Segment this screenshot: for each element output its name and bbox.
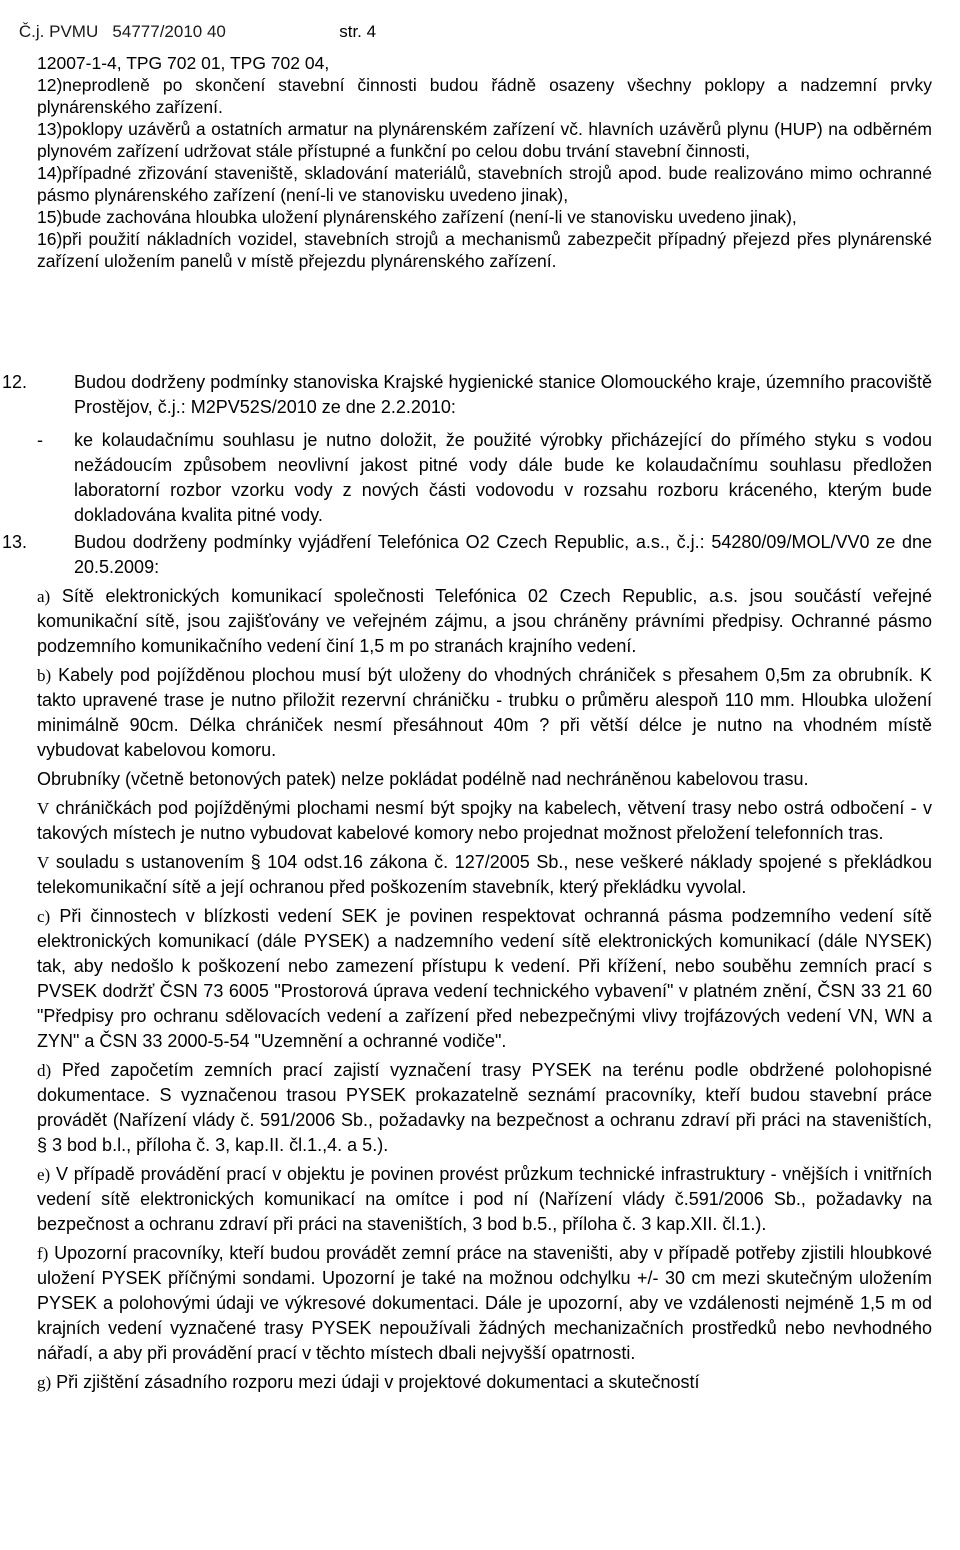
item-text: Budou dodrženy podmínky stanoviska Krajské hygienické stanice Olomouckého kraje, územního pracoviště Prostějov, č.j.: M2PV52S/2010 ze dne 2.2.2010: [74,372,932,417]
sub-item-d [37,1058,932,1158]
reference-number: Č.j. PVMU 54777/2010 40 [18,22,226,41]
sub-text: Při činnostech v blízkosti vedení SEK je povinen respektovat ochranná pásma podzemního vedení sítě elektronických komunikací (dále PYSEK) a nadzemního vedení sítě elektronických komunikací (dále NYSEK) tak, aby nedošlo k poškození nebo zamezení přístupu k vedení. Při křížení, nebo souběhu zemních prací s PVSEK dodržť ČSN 73 6005 "Prostorová úprava vedení technického vybavení" v platném znění, ČSN 33 21 60 "Předpisy pro ochranu sdělovacích vedení a zařízení před nebezpečnými vlivy trojfázových vedení VN, WN a ZYN" a ČSN 33 2000-5-54 "Uzemnění a ochranné vodiče". [37,906,932,1051]
paragraph: 13)poklopy uzávěrů a ostatních armatur na plynárenském zařízení vč. hlavních uzávěrů plynu (HUP) na odběrném plynovém zařízení udržovat stále přístupné a funkční po celou dobu trvání stavební činnosti, [37,119,932,161]
sub-letter: V [37,853,50,872]
sub-item-a [37,584,932,659]
sub-text: souladu s ustanovením § 104 odst.16 zákona č. 127/2005 Sb., nese veškeré náklady spojené s překládkou telekomunikační sítě a její ochranou před poškozením stavebník, který překládku vyvolal. [37,852,932,897]
paragraph: Obrubníky (včetně betonových patek) nelze pokládat podélně nad nechráněnou kabelovou trasu. [37,769,809,789]
sub-letter: c) [37,907,51,926]
sub-text: Sítě elektronických komunikací společnosti Telefónica 02 Czech Republic, a.s. jsou součástí veřejné komunikační sítě, jsou zajišťovány ve veřejném zájmu, a jsou chráněny právními předpisy. Ochranné pásmo podzemního komunikačního vedení činí 1,5 m po stranách krajního vedení. [37,586,932,656]
conditions-block-main [2,370,932,1395]
sub-text: V případě provádění prací v objektu je povinen provést průzkum technické infrastruktury - vnějších i vnitřních vedení sítě elektronických komunikací na omítce i pod ní (Nařízení vlády č.591/2006 Sb., požadavky na bezpečnost a ochranu zdraví při práci na staveništích, 3 bod b.5., příloha č. 3 kap.XII. čl.1.). [37,1164,932,1234]
paragraph: 15)bude zachována hloubka uložení plynárenského zařízení (není-li ve stanovisku uvedeno jinak), [37,207,797,227]
page-number: str. 4 [339,22,377,41]
item-text: Budou dodrženy podmínky vyjádření Telefónica O2 Czech Republic, a.s., č.j.: 54280/09/MOL/VV0 ze dne 20.5.2009: [74,532,932,577]
paragraph: 12007-1-4, TPG 702 01, TPG 702 04, [37,53,330,73]
item-number: 12. [2,372,28,392]
dash-marker: - [37,430,43,450]
sub-item-v2 [37,850,932,900]
sub-letter: a) [37,587,51,606]
sub-item-b [37,663,932,763]
paragraph: 12)neprodleně po skončení stavební činnosti budou řádně osazeny všechny poklopy a nadzemní prvky plynárenského zařízení. [37,75,932,117]
sub-item-f [37,1241,932,1366]
sub-text: Před započetím zemních prací zajistí vyznačení trasy PYSEK na terénu podle obdržené polohopisné dokumentace. S vyznačenou trasou PYSEK prokazatelně seznámí pracovníky, kteří budou stavební práce provádět (Nařízení vlády č. 591/2006 Sb., požadavky na bezpečnost a ochranu zdraví při práci na staveništích, § 3 bod b.l., příloha č. 3, kap.II. čl.1.,4. a 5.). [37,1060,932,1155]
header-gap [226,22,339,41]
numbered-item-13 [2,530,932,580]
sub-letter: e) [37,1165,51,1184]
sub-text: Upozorní pracovníky, kteří budou provádět zemní práce na staveništi, aby v případě potřeby zjistili hloubkové uložení PYSEK příčnými sondami. Upozorní je také na možnou odchylku +/- 30 cm mezi skutečným uložením PYSEK a polohovými údaji ve výkresové dokumentaci. Dále je upozorní, aby ve vzdálenosti nejméně 1,5 m od krajních vedení vyznačené trasy PYSEK nepoužívali žádných mechanizačních prostředků nebo nevhodného nářadí, a aby při provádění prací v těchto místech dbali nejvyšší opatrnosti. [37,1243,932,1363]
paragraph: 14)případné zřizování staveniště, skladování materiálů, stavebních strojů apod. bude realizováno mimo ochranné pásmo plynárenského zařízení (není-li ve stanovisku uvedeno jinak), [37,163,932,205]
numbered-item-12 [2,370,932,420]
sub-letter: V [37,799,50,818]
sub-text: chráničkách pod pojížděnými plochami nesmí být spojky na kabelech, větvení trasy nebo ostrá odbočení - v takových místech je nutno vybudovat kabelové komory nebo projednat možnost přeložení telefonních tras. [37,798,932,843]
conditions-block-gas [37,52,932,272]
sub-letter: g) [37,1373,52,1392]
paragraph: 16)při použití nákladních vozidel, stavebních strojů a mechanismů zabezpečit případný přejezd přes plynárenské zařízení uložením panelů v místě přejezdu plynárenského zařízení. [37,229,932,271]
sub-text: Kabely pod pojížděnou plochou musí být uloženy do vhodných chrániček s přesahem 0,5m za obrubník. K takto upravené trase je nutno přiložit rezervní chráničku - trubku o průměru alespoň 110 mm. Hloubka uložení minimálně 90cm. Délka chrániček nesmí přesáhnout 40m ? při větší délce je nutno na vhodném místě vybudovat kabelovou komoru. [37,665,932,760]
sub-item-g [37,1370,932,1395]
dash-text: ke kolaudačnímu souhlasu je nutno doložit, že použité výrobky přicházející do přímého styku s vodou nežádoucím způsobem neovlivní jakost pitné vody dále bude ke kolaudačnímu souhlasu předložen laboratorní rozbor vzorku vody z nových části vodovodu v rozsahu rozboru kráceného, kterým bude dokladována kvalita pitné vody. [74,430,932,525]
sub-letter: b) [37,666,52,685]
sub-item-c [37,904,932,1054]
sub-item-e [37,1162,932,1237]
sub-text: Při zjištění zásadního rozporu mezi údaji v projektové dokumentaci a skutečností [51,1372,700,1392]
sub-letter: d) [37,1061,52,1080]
sub-letter: f) [37,1244,49,1263]
sub-item-v1 [37,796,932,846]
item-number: 13. [2,532,28,552]
dash-item [37,428,932,528]
